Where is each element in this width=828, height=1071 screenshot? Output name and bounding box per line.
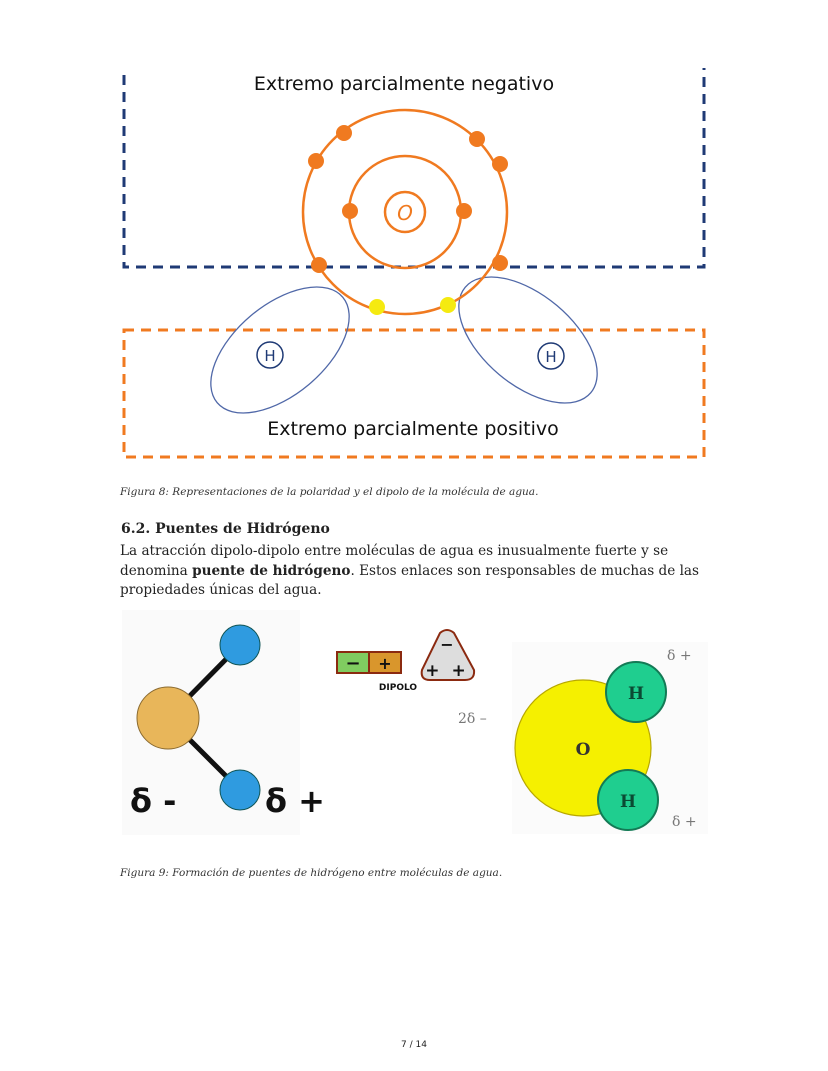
svg-text:−: − xyxy=(440,635,454,654)
delta-plus-label: δ + xyxy=(672,814,697,830)
figure-9-caption: Figura 9: Formación de puentes de hidrógeno entre moléculas de agua. xyxy=(120,867,503,879)
svg-text:H: H xyxy=(627,684,645,704)
section-heading: 6.2. Puentes de Hidrógeno xyxy=(121,521,330,537)
bold-term: puente de hidrógeno xyxy=(192,562,351,579)
svg-text:+: + xyxy=(378,654,392,673)
hydrogen-orbital-right xyxy=(436,253,619,427)
positive-end-label: Extremo parcialmente positivo xyxy=(267,418,559,440)
shared-electron xyxy=(440,297,456,313)
hydrogen-label: H xyxy=(264,347,276,365)
svg-text:H: H xyxy=(619,792,637,812)
shared-electron xyxy=(369,299,385,315)
dipolo-icon xyxy=(337,630,474,693)
oxygen-label: O xyxy=(397,201,413,225)
dipolo-label: DIPOLO xyxy=(378,683,418,693)
svg-text:+ +: + + xyxy=(425,661,469,681)
negative-end-label: Extremo parcialmente negativo xyxy=(253,73,555,95)
delta-minus-label: δ - xyxy=(130,782,177,820)
figure-9-right-molecule xyxy=(458,642,708,834)
hydrogen-label: H xyxy=(545,348,557,366)
page-number: 7 / 14 xyxy=(401,1040,427,1050)
two-delta-minus-label: 2δ – xyxy=(458,711,487,727)
delta-plus-label: δ + xyxy=(265,782,325,820)
hydrogen-orbital-left xyxy=(188,263,371,437)
electrons xyxy=(308,125,508,273)
svg-text:−: − xyxy=(345,653,361,674)
svg-text:O: O xyxy=(575,740,591,760)
section-paragraph: La atracción dipolo-dipolo entre moléculas de agua es inusualmente fuerte y se denomina puente de hidrógeno. Estos enlaces son responsables de muchas de las propiedades únicas del agua. xyxy=(120,543,700,598)
delta-plus-label: δ + xyxy=(667,648,692,664)
figure-8-caption: Figura 8: Representaciones de la polaridad y el dipolo de la molécula de agua. xyxy=(120,486,539,498)
negative-region-box xyxy=(124,68,704,267)
figure-9-left-molecule xyxy=(122,610,325,835)
